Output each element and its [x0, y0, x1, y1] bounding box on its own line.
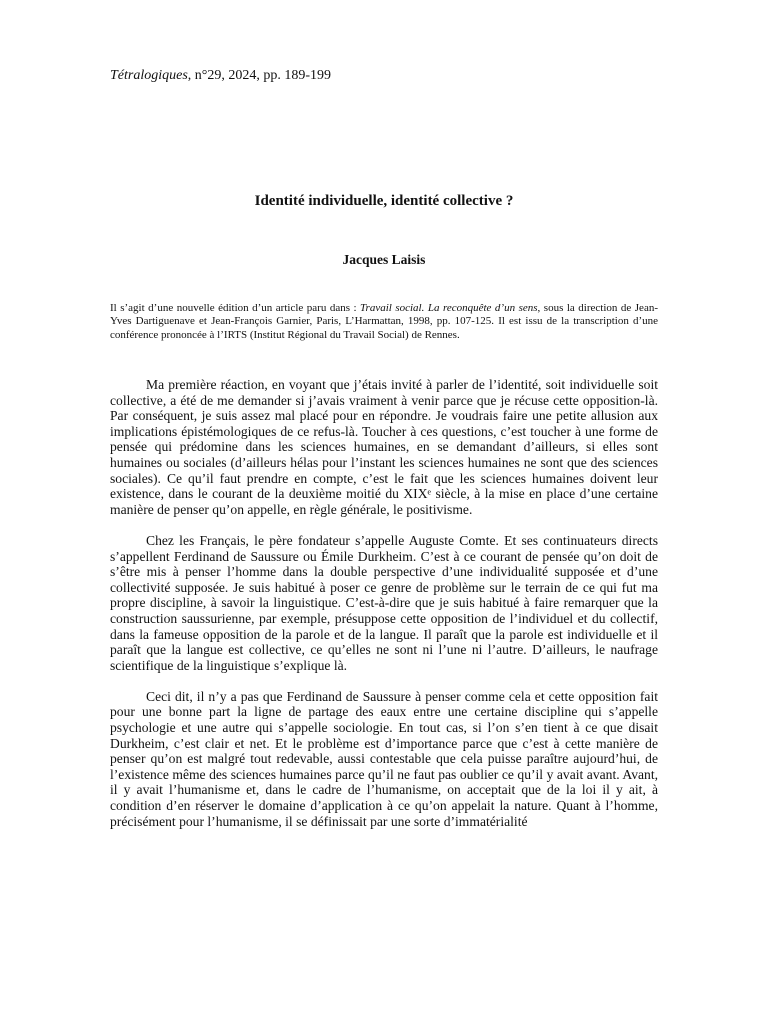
body-paragraph: Ceci dit, il n’y a pas que Ferdinand de Saussure à penser comme cela et cette opposition fait pour une bonne part la ligne de partage des eaux entre une certaine discipline qui s’appelle psychologie et une autre qui s’appelle sociologie. En tout cas, si l’on s’en tient à ce que disait Durkheim, c’est clair et net. Et le problème est d’importance parce que c’est à cette manière de penser qu’on est malgré tout redevable, aussi contestable que cela puisse paraître aujourd’hui, de l’existence même des sciences humaines parce qu’il ne faut pas oublier ce qu’il y avait avant. Avant, il y avait l’humanisme et, dans le cadre de l’humanisme, on acceptait que de la loi il y ait, à condition d’en réserver le domaine d’application à ce qu’on appelait la nature. Quant à l’homme, précisément pour l’humanisme, il se définissait par une sorte d’immatérialité	[110, 688, 658, 829]
edition-note-part2: , sous la direction de Jean-Yves Dartiguenave et Jean-François Garnier, Paris, L’Harmattan, 1998, pp. 107-125. Il est issu de la transcription d’une conférence prononcée à l’IRTS (Institut Régional du Travail Social) de Rennes.	[110, 302, 658, 341]
article-title: Identité individuelle, identité collective ?	[254, 193, 514, 209]
edition-note	[110, 302, 658, 342]
journal-reference	[110, 67, 331, 85]
journal-name: Tétralogiques	[110, 68, 188, 83]
journal-issue-pages: , n°29, 2024, pp. 189-199	[187, 68, 332, 83]
edition-note-book-title: Travail social. La reconquête d’un sens	[360, 302, 538, 314]
body-paragraph: Ma première réaction, en voyant que j’étais invité à parler de l’identité, soit individuelle soit collective, a été de me demander si j’avais vraiment à venir parce que je récuse cette opposition-là. Par conséquent, je suis assez mal placé pour en répondre. Je voudrais faire une petite allusion aux implications épistémologiques de ce refus-là. Toucher à ces questions, c’est toucher à une forme de pensée qui prédomine dans les sciences humaines, en se demandant d’ailleurs, si elles sont humaines ou sociales (d’ailleurs hélas pour l’instant les sciences humaines ne sont que des sciences sociales). Ce qu’il faut prendre en compte, c’est le fait que les sciences humaines doivent leur existence, dans le courant de la deuxième moitié du XIXᵉ siècle, à la mise en place d’une certaine manière de penser qu’on appelle, en règle générale, le positivisme.	[110, 377, 658, 517]
article-body	[110, 377, 658, 829]
article-author: Jacques Laisis	[342, 252, 426, 267]
body-paragraph: Chez les Français, le père fondateur s’appelle Auguste Comte. Et ses continuateurs directs s’appellent Ferdinand de Saussure ou Émile Durkheim. C’est à ce courant de pensée qu’on doit de s’être mis à penser l’homme dans la double perspective d’une individualité supposée et d’une collectivité supposée. Je suis habitué à poser ce genre de problème sur le terrain de ce qui fut ma propre discipline, à savoir la linguistique. C’est-à-dire que je suis habitué à faire remarquer que la construction saussurienne, par exemple, présuppose cette opposition de l’individuel et du collectif, dans la fameuse opposition de la parole et de la langue. Il paraît que la parole est individuelle et il paraît que la langue est collective, ce qu’elles ne sont ni l’une ni l’autre. D’ailleurs, le naufrage scientifique de la linguistique s’explique là.	[110, 532, 658, 673]
edition-note-part1: Il s’agit d’une nouvelle édition d’un article paru dans :	[110, 302, 361, 314]
